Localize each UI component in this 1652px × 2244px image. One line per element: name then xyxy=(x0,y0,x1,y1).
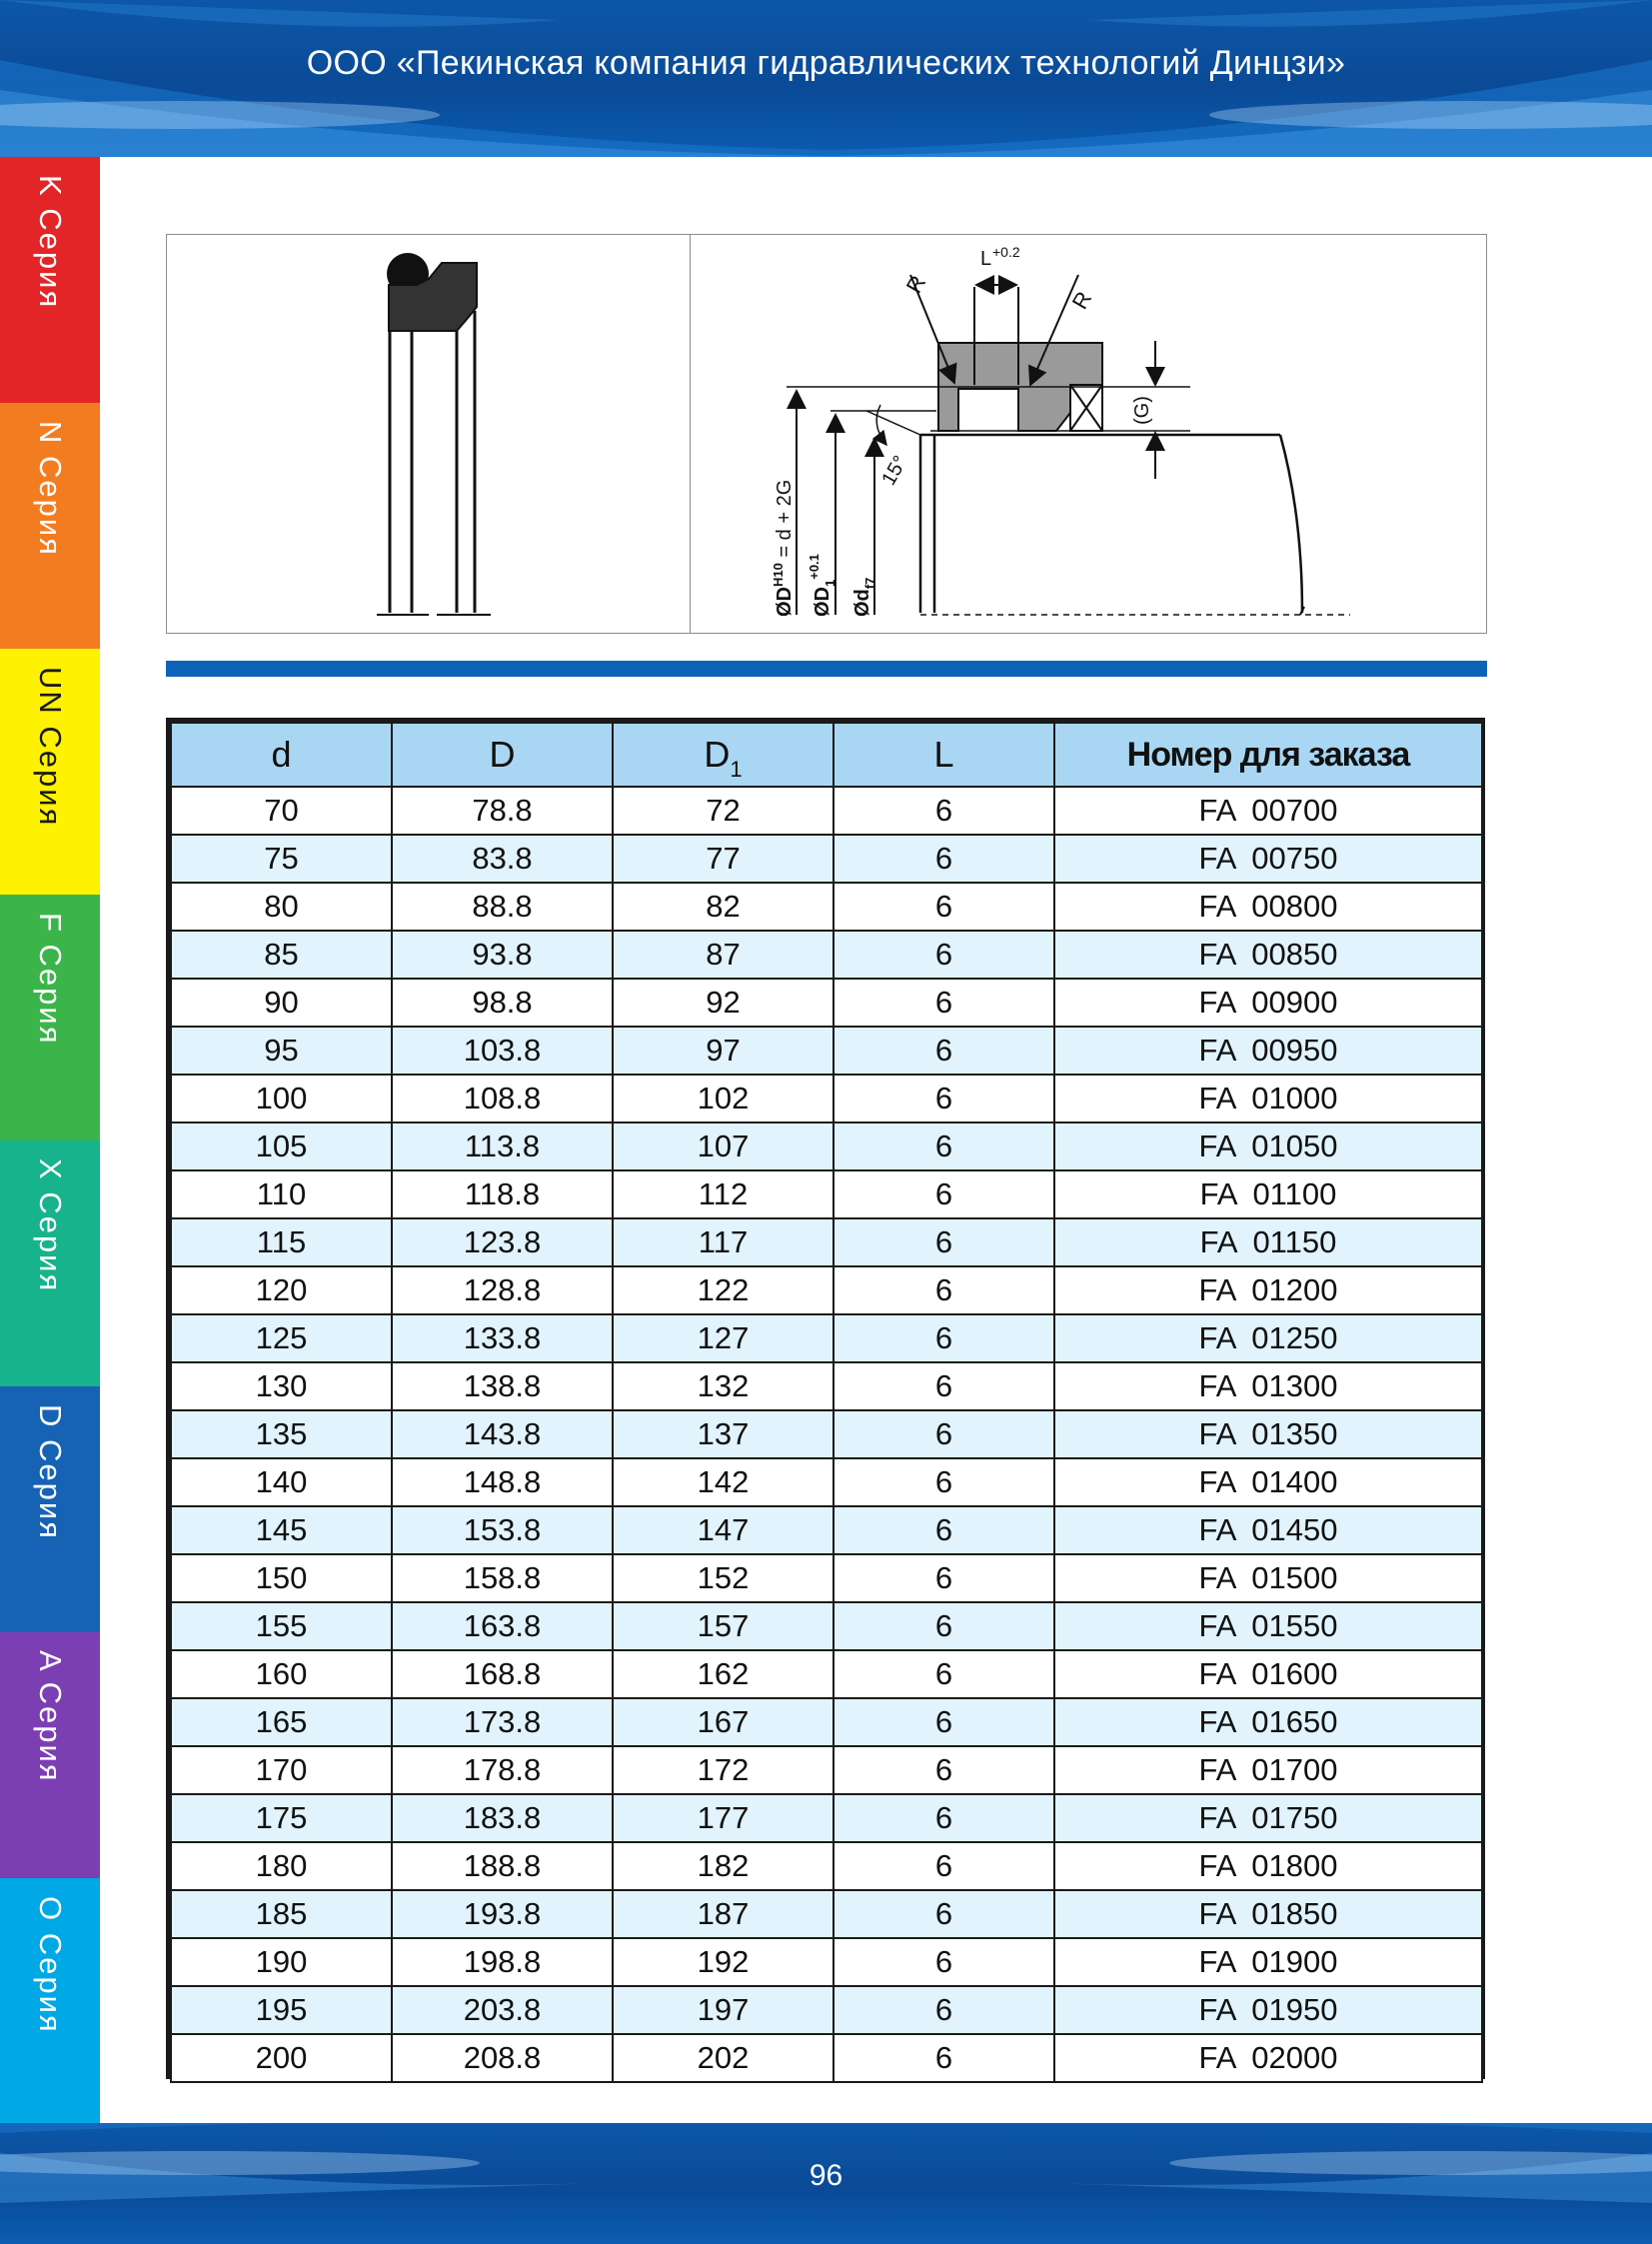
cell-d: 125 xyxy=(171,1314,392,1362)
table-row xyxy=(171,1650,1482,1698)
table-row xyxy=(171,1027,1482,1075)
cell-D: 123.8 xyxy=(392,1218,613,1266)
footer-band xyxy=(0,2123,1652,2244)
table-row xyxy=(171,1266,1482,1314)
cell-D1: 177 xyxy=(613,1794,833,1842)
cell-L: 6 xyxy=(833,1075,1054,1122)
cell-D1: 202 xyxy=(613,2034,833,2082)
cell-D: 88.8 xyxy=(392,883,613,931)
side-tab-label: D Серия xyxy=(33,1404,68,1540)
cell-order-number: FA 00850 xyxy=(1054,931,1482,979)
cell-L: 6 xyxy=(833,1698,1054,1746)
cell-D1: 92 xyxy=(613,979,833,1027)
label-dim-D1-sub: 1 xyxy=(823,579,837,587)
cell-d: 85 xyxy=(171,931,392,979)
label-radius-right: R xyxy=(1066,287,1097,314)
table-row xyxy=(171,1986,1482,2034)
cell-d: 100 xyxy=(171,1075,392,1122)
cell-d: 165 xyxy=(171,1698,392,1746)
table-row xyxy=(171,835,1482,883)
cell-D1: 127 xyxy=(613,1314,833,1362)
cell-d: 155 xyxy=(171,1602,392,1650)
column-header-d: d xyxy=(171,723,392,787)
column-header-order-number: Номер для заказа xyxy=(1054,723,1482,787)
seal-profile-drawing xyxy=(167,235,690,633)
svg-text:ØD1+0.1 xyxy=(807,554,837,617)
table-row xyxy=(171,1890,1482,1938)
page-number: 96 xyxy=(809,2159,843,2192)
table-row xyxy=(171,1218,1482,1266)
side-tab-k-series[interactable] xyxy=(0,157,100,403)
cell-L: 6 xyxy=(833,1314,1054,1362)
side-tab-n-series[interactable] xyxy=(0,403,100,649)
installation-dimension-illustration xyxy=(691,235,1486,633)
column-header-D1 xyxy=(613,723,833,787)
cell-D: 158.8 xyxy=(392,1554,613,1602)
cell-d: 105 xyxy=(171,1122,392,1170)
side-tab-label: F Серия xyxy=(33,913,68,1046)
table-row xyxy=(171,1938,1482,1986)
cell-order-number: FA 02000 xyxy=(1054,2034,1482,2082)
cell-D1: 117 xyxy=(613,1218,833,1266)
cell-D: 118.8 xyxy=(392,1170,613,1218)
cell-d: 95 xyxy=(171,1027,392,1075)
side-tab-x-series[interactable] xyxy=(0,1140,100,1386)
cell-L: 6 xyxy=(833,1218,1054,1266)
cell-order-number: FA 01800 xyxy=(1054,1842,1482,1890)
side-tab-label: X Серия xyxy=(33,1158,68,1293)
cell-d: 150 xyxy=(171,1554,392,1602)
cell-D: 83.8 xyxy=(392,835,613,883)
cell-L: 6 xyxy=(833,1746,1054,1794)
cell-D: 113.8 xyxy=(392,1122,613,1170)
cell-D1: 132 xyxy=(613,1362,833,1410)
label-dim-D: ØD xyxy=(774,587,796,617)
label-dim-D1: ØD xyxy=(812,587,833,617)
cell-D: 173.8 xyxy=(392,1698,613,1746)
cell-order-number: FA 01100 xyxy=(1054,1170,1482,1218)
cell-order-number: FA 00900 xyxy=(1054,979,1482,1027)
cell-L: 6 xyxy=(833,835,1054,883)
cell-order-number: FA 01400 xyxy=(1054,1458,1482,1506)
cell-D: 138.8 xyxy=(392,1362,613,1410)
cell-d: 70 xyxy=(171,787,392,835)
label-dim-d: Ød xyxy=(851,589,873,617)
cell-L: 6 xyxy=(833,1938,1054,1986)
cell-L: 6 xyxy=(833,1362,1054,1410)
cell-D1: 152 xyxy=(613,1554,833,1602)
table-row xyxy=(171,1794,1482,1842)
cell-D1: 157 xyxy=(613,1602,833,1650)
cell-d: 120 xyxy=(171,1266,392,1314)
cell-d: 110 xyxy=(171,1170,392,1218)
cell-D: 153.8 xyxy=(392,1506,613,1554)
table-row xyxy=(171,1458,1482,1506)
cell-D1: 182 xyxy=(613,1842,833,1890)
cell-D: 188.8 xyxy=(392,1842,613,1890)
cell-order-number: FA 01250 xyxy=(1054,1314,1482,1362)
cell-d: 140 xyxy=(171,1458,392,1506)
cell-D1: 122 xyxy=(613,1266,833,1314)
cell-L: 6 xyxy=(833,1602,1054,1650)
cell-L: 6 xyxy=(833,1842,1054,1890)
table-row xyxy=(171,1075,1482,1122)
cell-order-number: FA 00950 xyxy=(1054,1027,1482,1075)
cell-D1: 167 xyxy=(613,1698,833,1746)
cell-D: 183.8 xyxy=(392,1794,613,1842)
column-header-L: L xyxy=(833,723,1054,787)
series-side-tabs xyxy=(0,157,100,2123)
installation-drawing xyxy=(691,235,1486,633)
side-tab-f-series[interactable] xyxy=(0,895,100,1140)
cell-D: 148.8 xyxy=(392,1458,613,1506)
cell-order-number: FA 01950 xyxy=(1054,1986,1482,2034)
cell-L: 6 xyxy=(833,1458,1054,1506)
cell-D1: 147 xyxy=(613,1506,833,1554)
label-dim-D-tol: H10 xyxy=(771,563,786,587)
table-row xyxy=(171,1602,1482,1650)
cell-order-number: FA 01700 xyxy=(1054,1746,1482,1794)
cell-d: 75 xyxy=(171,835,392,883)
table-row xyxy=(171,1698,1482,1746)
cell-D1: 102 xyxy=(613,1075,833,1122)
cell-L: 6 xyxy=(833,1170,1054,1218)
side-tab-a-series[interactable] xyxy=(0,1632,100,1878)
table-row xyxy=(171,1554,1482,1602)
cell-L: 6 xyxy=(833,1554,1054,1602)
table-header-row xyxy=(171,723,1482,787)
cell-D: 133.8 xyxy=(392,1314,613,1362)
cell-L: 6 xyxy=(833,787,1054,835)
cell-D: 178.8 xyxy=(392,1746,613,1794)
label-dim-D-formula: = d + 2G xyxy=(774,479,796,564)
table-row xyxy=(171,1362,1482,1410)
cell-L: 6 xyxy=(833,979,1054,1027)
table-row xyxy=(171,1170,1482,1218)
table-row xyxy=(171,1410,1482,1458)
table-row xyxy=(171,1746,1482,1794)
cell-order-number: FA 01450 xyxy=(1054,1506,1482,1554)
table-row xyxy=(171,883,1482,931)
cell-D1: 187 xyxy=(613,1890,833,1938)
technical-drawing-panel xyxy=(166,234,1487,634)
cell-D: 78.8 xyxy=(392,787,613,835)
cell-L: 6 xyxy=(833,1266,1054,1314)
cell-D: 103.8 xyxy=(392,1027,613,1075)
side-tab-label: K Серия xyxy=(33,175,68,310)
cell-order-number: FA 01500 xyxy=(1054,1554,1482,1602)
label-L: L xyxy=(980,248,992,270)
cell-D1: 162 xyxy=(613,1650,833,1698)
cell-D1: 137 xyxy=(613,1410,833,1458)
cell-L: 6 xyxy=(833,1650,1054,1698)
table-body xyxy=(171,787,1482,2082)
label-chamfer-angle: 15° xyxy=(877,452,912,490)
size-table xyxy=(166,718,1485,2079)
side-tab-un-series[interactable] xyxy=(0,649,100,895)
cell-d: 185 xyxy=(171,1890,392,1938)
label-dim-D1-tol: +0.1 xyxy=(807,554,822,580)
cell-D: 193.8 xyxy=(392,1890,613,1938)
header-band xyxy=(0,0,1652,157)
cell-D: 198.8 xyxy=(392,1938,613,1986)
cell-order-number: FA 01000 xyxy=(1054,1075,1482,1122)
cell-L: 6 xyxy=(833,883,1054,931)
cell-L: 6 xyxy=(833,1986,1054,2034)
cell-order-number: FA 00800 xyxy=(1054,883,1482,931)
column-header-D: D xyxy=(392,723,613,787)
cell-D: 98.8 xyxy=(392,979,613,1027)
cell-D1: 192 xyxy=(613,1938,833,1986)
cell-d: 115 xyxy=(171,1218,392,1266)
section-divider-bar xyxy=(166,661,1487,677)
svg-text:ØDH10 = d + 2G xyxy=(771,480,796,617)
cell-D: 168.8 xyxy=(392,1650,613,1698)
cell-d: 160 xyxy=(171,1650,392,1698)
column-header-D1-main: D xyxy=(704,734,731,775)
table-row xyxy=(171,1506,1482,1554)
header-title: ООО «Пекинская компания гидравлических технологий Динцзи» xyxy=(306,44,1346,82)
cell-D1: 72 xyxy=(613,787,833,835)
cell-D: 93.8 xyxy=(392,931,613,979)
cell-L: 6 xyxy=(833,2034,1054,2082)
cell-D: 128.8 xyxy=(392,1266,613,1314)
table-row xyxy=(171,979,1482,1027)
table-row xyxy=(171,1122,1482,1170)
cell-order-number: FA 01850 xyxy=(1054,1890,1482,1938)
cell-D1: 87 xyxy=(613,931,833,979)
cell-D: 163.8 xyxy=(392,1602,613,1650)
table-row xyxy=(171,1842,1482,1890)
label-dim-d-sub: f7 xyxy=(862,577,877,590)
cell-d: 180 xyxy=(171,1842,392,1890)
side-tab-label: A Серия xyxy=(33,1650,68,1783)
cell-D1: 112 xyxy=(613,1170,833,1218)
cell-D: 108.8 xyxy=(392,1075,613,1122)
size-table-grid xyxy=(170,722,1483,2083)
cell-order-number: FA 01900 xyxy=(1054,1938,1482,1986)
table-row xyxy=(171,1314,1482,1362)
cell-D1: 97 xyxy=(613,1027,833,1075)
column-header-D1-sub: 1 xyxy=(730,757,743,782)
cell-L: 6 xyxy=(833,1410,1054,1458)
cell-L: 6 xyxy=(833,931,1054,979)
table-row xyxy=(171,2034,1482,2082)
label-G: (G) xyxy=(1131,396,1153,425)
cell-d: 190 xyxy=(171,1938,392,1986)
cell-D1: 82 xyxy=(613,883,833,931)
cell-order-number: FA 00750 xyxy=(1054,835,1482,883)
cell-d: 145 xyxy=(171,1506,392,1554)
cell-D1: 197 xyxy=(613,1986,833,2034)
cell-D: 208.8 xyxy=(392,2034,613,2082)
cell-L: 6 xyxy=(833,1122,1054,1170)
cell-d: 80 xyxy=(171,883,392,931)
cell-order-number: FA 00700 xyxy=(1054,787,1482,835)
label-radius-left: R xyxy=(900,271,931,298)
cell-order-number: FA 01200 xyxy=(1054,1266,1482,1314)
side-tab-d-series[interactable] xyxy=(0,1386,100,1632)
side-tab-label: UN Серия xyxy=(33,667,68,828)
cell-D: 143.8 xyxy=(392,1410,613,1458)
cell-d: 170 xyxy=(171,1746,392,1794)
cell-d: 90 xyxy=(171,979,392,1027)
table-row xyxy=(171,787,1482,835)
cell-D1: 142 xyxy=(613,1458,833,1506)
cell-order-number: FA 01750 xyxy=(1054,1794,1482,1842)
cell-order-number: FA 01650 xyxy=(1054,1698,1482,1746)
cell-d: 175 xyxy=(171,1794,392,1842)
cell-d: 195 xyxy=(171,1986,392,2034)
cell-d: 200 xyxy=(171,2034,392,2082)
cell-d: 135 xyxy=(171,1410,392,1458)
label-L-tolerance: +0.2 xyxy=(992,244,1020,260)
seal-profile-illustration xyxy=(167,235,690,633)
cell-order-number: FA 01300 xyxy=(1054,1362,1482,1410)
side-tab-label: N Серия xyxy=(33,421,68,557)
cell-order-number: FA 01350 xyxy=(1054,1410,1482,1458)
cell-order-number: FA 01050 xyxy=(1054,1122,1482,1170)
cell-order-number: FA 01150 xyxy=(1054,1218,1482,1266)
cell-D1: 77 xyxy=(613,835,833,883)
cell-L: 6 xyxy=(833,1506,1054,1554)
side-tab-o-series[interactable] xyxy=(0,1878,100,2123)
side-tab-label: O Серия xyxy=(33,1896,68,2034)
cell-D1: 107 xyxy=(613,1122,833,1170)
cell-L: 6 xyxy=(833,1794,1054,1842)
cell-order-number: FA 01550 xyxy=(1054,1602,1482,1650)
table-row xyxy=(171,931,1482,979)
cell-D1: 172 xyxy=(613,1746,833,1794)
cell-d: 130 xyxy=(171,1362,392,1410)
cell-L: 6 xyxy=(833,1890,1054,1938)
cell-D: 203.8 xyxy=(392,1986,613,2034)
cell-order-number: FA 01600 xyxy=(1054,1650,1482,1698)
cell-L: 6 xyxy=(833,1027,1054,1075)
